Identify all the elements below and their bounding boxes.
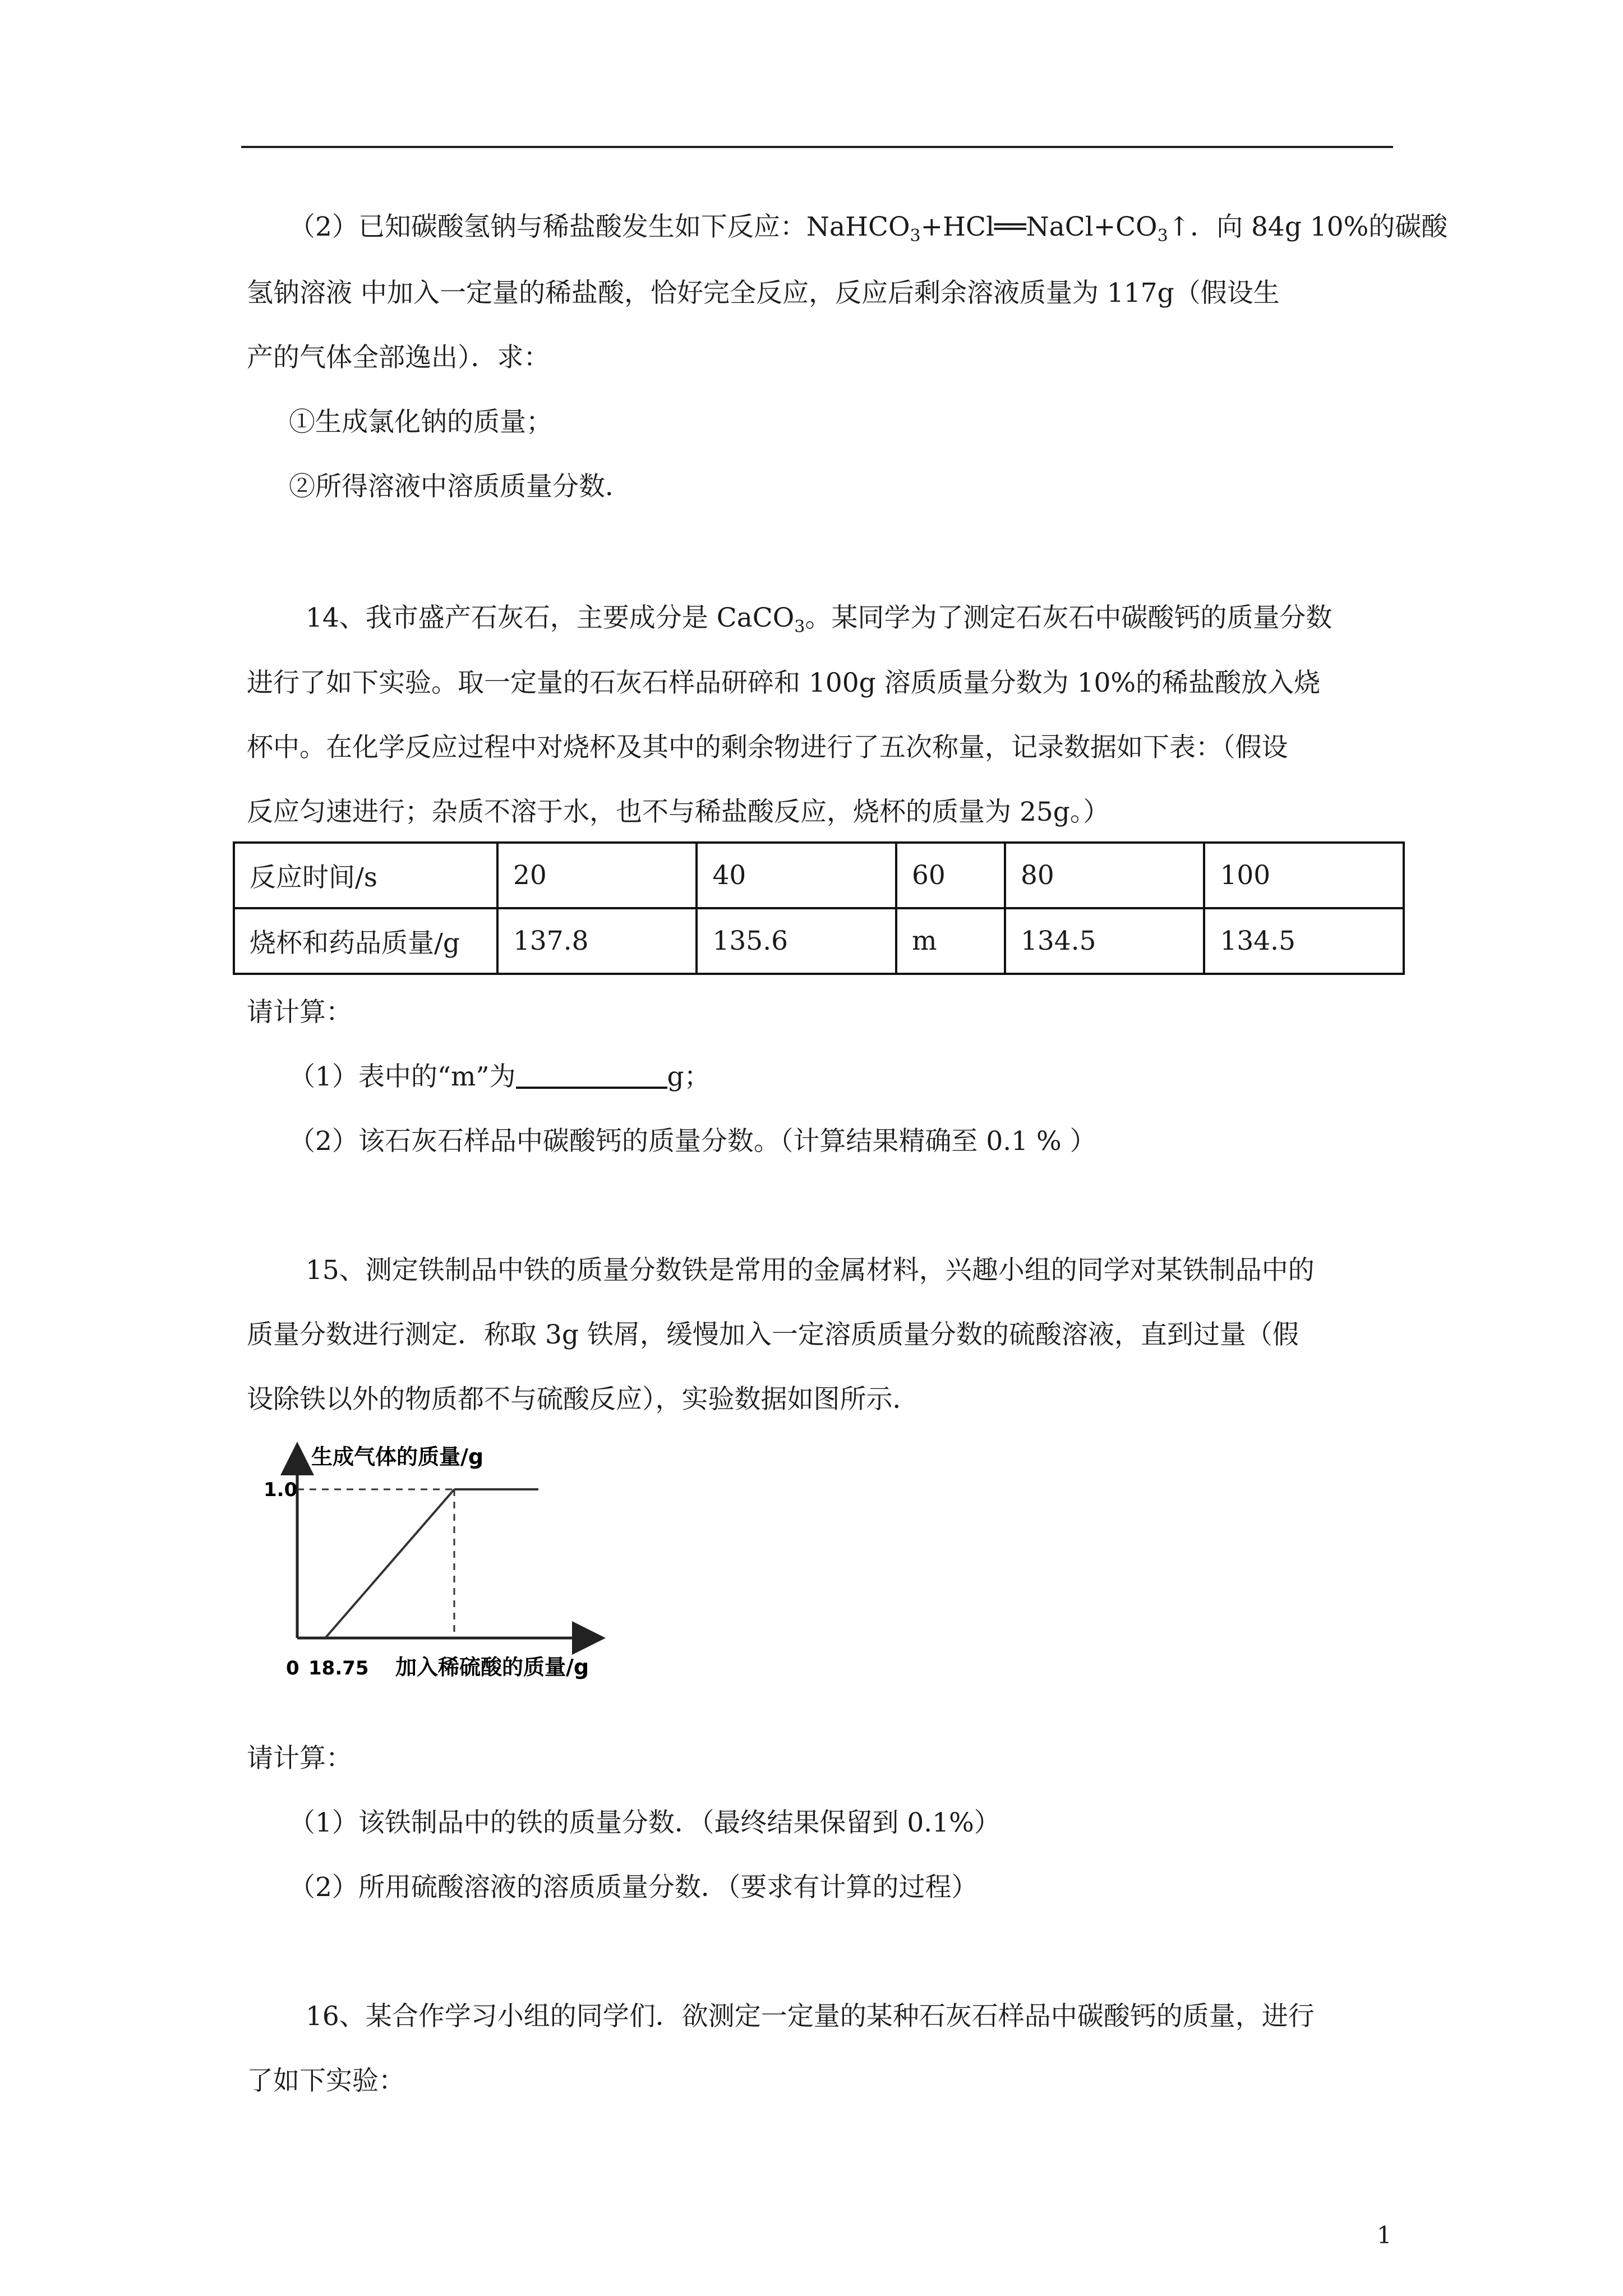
header-rule [241,146,1393,148]
table-cell: m [896,908,1005,974]
table-header-cell: 烧杯和药品质量/g [234,908,497,974]
q13-item1: ①生成氯化钠的质量； [289,407,552,438]
q14-line3: 杯中。在化学反应过程中对烧杯及其中的剩余物进行了五次称量，记录数据如下表：（假设 [247,732,1288,763]
q15-calc-label: 请计算： [247,1743,352,1774]
q14-ask2: （2）该石灰石样品中碳酸钙的质量分数。（计算结果精确至 0.1 % ） [289,1126,1096,1157]
table-row [234,908,1404,974]
q14-calc-label: 请计算： [247,997,352,1028]
q14-line2: 进行了如下实验。取一定量的石灰石样品研碎和 100g 溶质质量分数为 10%的稀盐酸放入烧 [247,668,1321,698]
gas-mass-chart [264,1433,673,1708]
q14-line1: 14、我市盛产石灰石，主要成分是 CaCO$_3$。某同学为了测定石灰石中碳酸钙的质量分数 [306,602,1332,637]
x-axis-label: 加入稀硫酸的质量/g [395,1655,589,1680]
q13-item2: ②所得溶液中溶质质量分数． [289,471,631,502]
table-cell: 100 [1204,843,1404,908]
q15-line1: 15、测定铁制品中铁的质量分数铁是常用的金属材料，兴趣小组的同学对某铁制品中的 [306,1255,1315,1286]
table-header-cell: 反应时间/s [234,843,497,908]
q13-part2-line2: 氢钠溶液 中加入一定量的稀盐酸，恰好完全反应，反应后剩余溶液质量为 117g（假设生 [247,278,1280,309]
answer-blank[interactable] [516,1061,667,1089]
q14-line4: 反应匀速进行；杂质不溶于水，也不与稀盐酸反应，烧杯的质量为 25g。） [247,797,1110,827]
q14-ask1: （1）表中的“m”为 g； [289,1061,711,1092]
x-tick-label: 18.75 [308,1657,369,1680]
table-cell: 20 [497,843,697,908]
q16-line1: 16、某合作学习小组的同学们．欲测定一定量的某种石灰石样品中碳酸钙的质量，进行 [306,2001,1315,2032]
table-cell: 60 [896,843,1005,908]
q15-line3: 设除铁以外的物质都不与硫酸反应），实验数据如图所示． [247,1384,919,1415]
table-cell: 135.6 [697,908,896,974]
q13-part2-line1: （2）已知碳酸氢钠与稀盐酸发生如下反应：$NaHCO_3+HCl══NaCl+CO_3↑$．向 84g 10%的碳酸 [289,211,1448,246]
table-cell: 80 [1005,843,1204,908]
page-number: 1 [1377,2221,1392,2249]
table-cell: 40 [697,843,896,908]
series-line-rise [325,1489,454,1638]
y-axis-label: 生成气体的质量/g [311,1444,484,1469]
q15-ask1: （1）该铁制品中的铁的质量分数．（最终结果保留到 0.1%） [289,1807,1000,1838]
table-cell: 134.5 [1204,908,1404,974]
table-row [234,843,1404,908]
q13-part2-line3: 产的气体全部逸出）．求： [247,342,550,373]
table-cell: 134.5 [1005,908,1204,974]
table-cell: 137.8 [497,908,697,974]
x-origin-label: 0 [286,1657,299,1680]
q15-line2: 质量分数进行测定．称取 3g 铁屑，缓慢加入一定溶质质量分数的硫酸溶液，直到过量（假 [247,1319,1299,1350]
reaction-data-table [233,841,1405,975]
q15-ask2: （2）所用硫酸溶液的溶质质量分数．（要求有计算的过程） [289,1872,978,1903]
q16-line2: 了如下实验： [247,2065,405,2096]
y-tick-label: 1.0 [264,1479,298,1501]
